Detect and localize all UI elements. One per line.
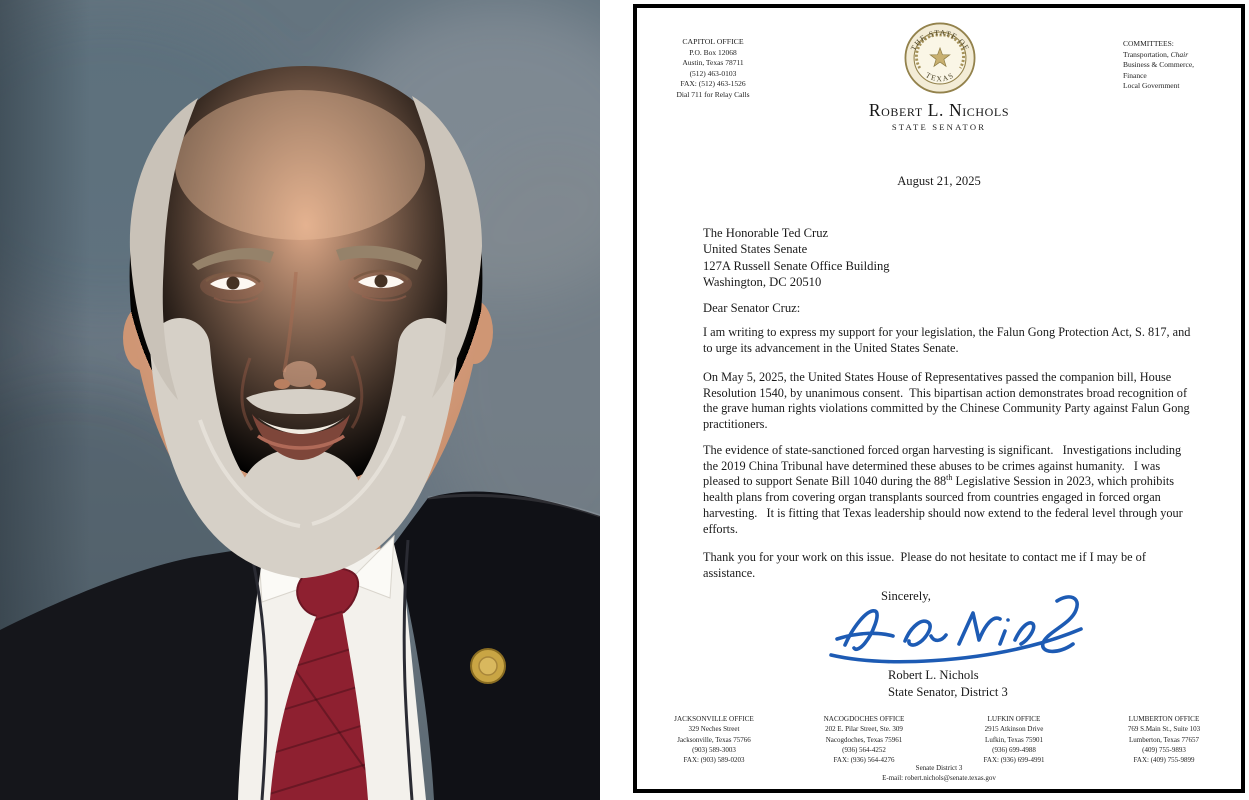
office-line: Lufkin, Texas 75901 [985, 735, 1043, 744]
office-lumberton [1089, 714, 1239, 765]
email-line: E-mail: robert.nichols@senate.texas.gov [882, 774, 996, 783]
beard-chin [241, 448, 361, 540]
office-line: (409) 755-9893 [1142, 745, 1186, 754]
capitol-office-line: FAX: (512) 463-1526 [680, 79, 746, 89]
capitol-office-line: P.O. Box 12068 [689, 47, 737, 57]
closing: Sincerely, [881, 589, 931, 603]
seal-text-bottom: TEXAS [924, 70, 956, 84]
letter-page [633, 4, 1245, 793]
office-line: (903) 589-3003 [692, 745, 736, 754]
office-title: JACKSONVILLE OFFICE [674, 715, 754, 723]
paragraph-4: Thank you for your work on this issue. Please do not hesitate to contact me if I may be of assistance. [703, 550, 1150, 580]
committees-block [1123, 39, 1233, 92]
recipient-line: 127A Russell Senate Office Building [703, 258, 890, 273]
office-line: Nacogdoches, Texas 75961 [825, 735, 903, 744]
office-line: FAX: (936) 699-4991 [983, 755, 1045, 764]
letter-date: August 21, 2025 [897, 174, 981, 188]
letterhead-name: Robert L. Nichols [868, 100, 1010, 120]
district-footer [637, 763, 1241, 783]
office-line: FAX: (409) 755-9899 [1133, 755, 1195, 764]
office-line: 2915 Atkinson Drive [984, 725, 1044, 734]
paragraph-1: I am writing to express my support for your legislation, the Falun Gong Protection Act, S. 817, and to urge its advancement in the United States Senate. [703, 325, 1194, 355]
office-line: FAX: (936) 564-4276 [833, 755, 895, 764]
office-nacogdoches [789, 714, 939, 765]
capitol-office-line: Austin, Texas 78711 [682, 58, 744, 68]
recipient-line: Washington, DC 20510 [703, 275, 822, 290]
signature-title: State Senator, District 3 [888, 685, 1008, 699]
office-line: 769 S.Main St., Suite 103 [1127, 725, 1201, 734]
capitol-office-title: CAPITOL OFFICE [682, 37, 744, 46]
district-label: Senate District 3 [915, 764, 963, 772]
office-line: 329 Neches Street [688, 725, 740, 734]
office-line: FAX: (903) 589-0203 [683, 755, 745, 764]
nostril-right [310, 379, 326, 389]
office-line: Lumberton, Texas 77657 [1129, 735, 1199, 744]
paragraph-3-text: The evidence of state-sanctioned forced organ harvesting is significant. Investigations including the 2019 China Tribunal have determined these abuses to be crimes against humanity. I was pleased to support Senate Bill 1040 during the 88 [703, 443, 1185, 489]
committee-name: Transportation, [1123, 49, 1171, 59]
texas-state-seal-icon [904, 22, 976, 94]
signature-name: Robert L. Nichols [888, 668, 979, 682]
office-line: 202 E. Pilar Street, Ste. 309 [825, 725, 903, 734]
office-title: NACOGDOCHES OFFICE [823, 715, 905, 723]
district-offices [639, 714, 1239, 765]
recipient-line: United States Senate [703, 242, 808, 257]
ordinal-superscript: th [946, 473, 953, 483]
committee-role: Chair [1170, 49, 1189, 59]
portrait-illustration [0, 0, 600, 800]
portrait-photo [0, 0, 600, 800]
signature-ink [825, 591, 1089, 665]
committee-item [1123, 50, 1233, 61]
signature-block [888, 667, 1008, 701]
office-line: (936) 699-4988 [992, 745, 1036, 754]
lapel-pin-center [479, 657, 497, 675]
iris-left [227, 277, 240, 290]
capitol-office-block [645, 37, 781, 100]
capitol-office-line: Dial 711 for Relay Calls [676, 89, 750, 99]
office-lufkin [939, 714, 1089, 765]
paragraph-3 [703, 443, 1197, 537]
seal-text-top: THE STATE OF [908, 27, 972, 53]
committee-item: Business & Commerce, [1123, 60, 1195, 69]
paragraph-3-text-cont: Legislative Session in 2023, which prohibits health plans from covering organ transplants sourced from countries engaged in forced organ harvesting. It is fitting that Texas leadership should now extend to the federal level through your efforts. [703, 474, 1186, 536]
committee-item: Finance [1123, 70, 1147, 80]
office-title: LUMBERTON OFFICE [1128, 715, 1200, 723]
salutation: Dear Senator Cruz: [703, 301, 801, 315]
office-title: LUFKIN OFFICE [987, 715, 1041, 723]
letterhead-title: STATE SENATOR [891, 122, 987, 132]
recipient-address [703, 225, 890, 291]
capitol-office-line: (512) 463-0103 [689, 68, 737, 78]
committee-item: Local Government [1123, 81, 1180, 90]
recipient-line: The Honorable Ted Cruz [703, 226, 829, 240]
forehead-highlight [175, 90, 425, 240]
office-jacksonville [639, 714, 789, 765]
paragraph-2: On May 5, 2025, the United States House of Representatives passed the companion bill, House Resolution 1540, by unanimous consent. This bipartisan action demonstrates broad recognition of the grave human rights violations committed by the Chinese Community Party against Falun Gong practitioners. [703, 370, 1193, 432]
nostril-left [274, 379, 290, 389]
iris-right [375, 275, 388, 288]
office-line: Jacksonville, Texas 75766 [677, 735, 751, 744]
committees-title: COMMITTEES: [1123, 39, 1174, 48]
office-line: (936) 564-4252 [842, 745, 886, 754]
